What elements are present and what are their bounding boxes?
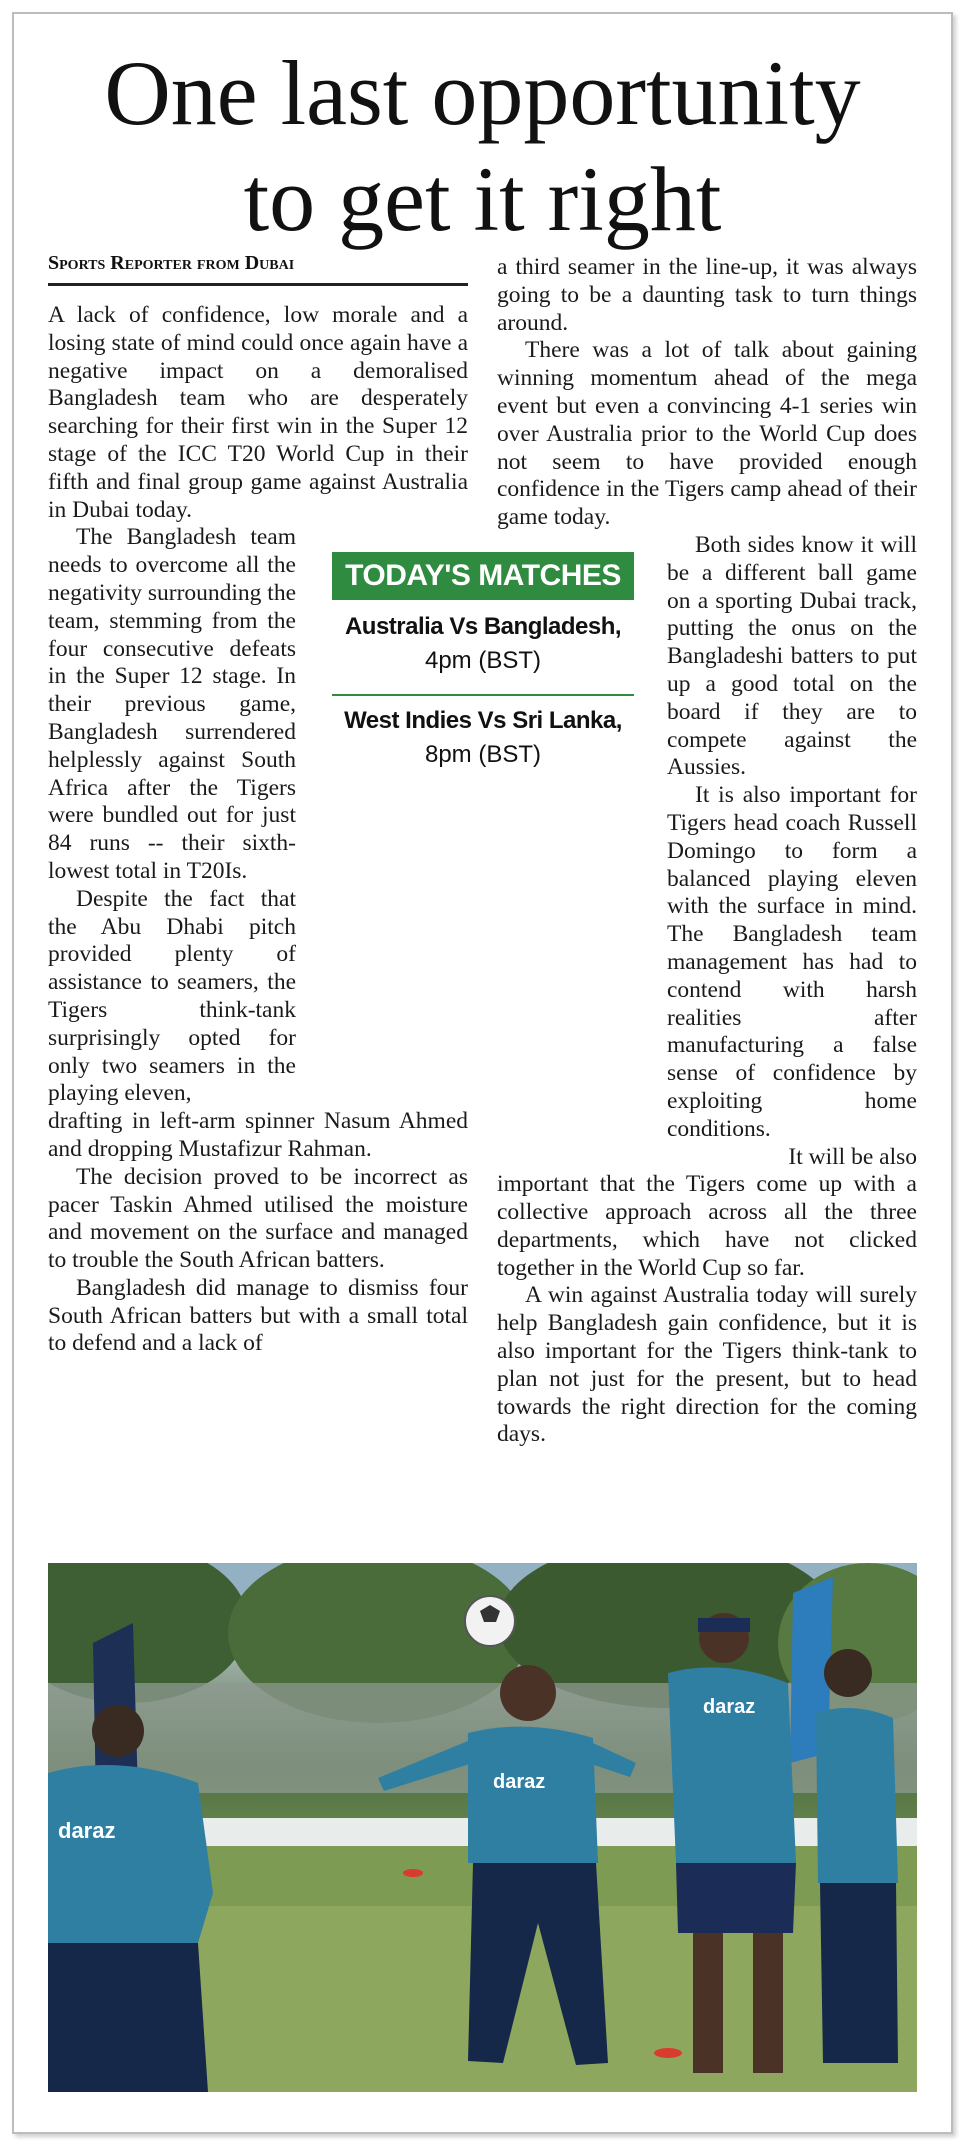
photo-illustration [48,1563,917,2092]
paragraph: Both sides know it will be a different ball game on a sporting Dubai track, putting the onus on the Bangladeshi batters to put up a good total on the board if they are to compete against the Aussies. [667,531,917,781]
jersey-logo-text: daraz [703,1696,756,1718]
jersey-logo-text: daraz [58,1818,116,1843]
paragraph: Bangladesh did manage to dismiss four South African batters but with a small total to defend and a lack of [48,1274,468,1357]
paragraph: Despite the fact that the Abu Dhabi pitch provided plenty of assistance to seamers, the Tigers think-tank surprisingly opted for only two seamers in the playing eleven, [48,885,296,1107]
todays-matches-title: TODAY'S MATCHES [332,552,634,600]
player-head [92,1705,144,1757]
match-divider [332,694,634,696]
player-jersey [816,1708,898,1883]
headline-line-1: One last opportunity [104,42,861,144]
player-head [500,1665,556,1721]
player-shorts [676,1863,796,1933]
article-column-2 [497,254,917,1449]
match-time: 8pm (BST) [424,741,541,768]
paragraph: important that the Tigers come up with a collective approach across all the three departments, which have not clicked together in the World Cup so far. [497,1171,917,1281]
player-jersey [468,1727,598,1863]
match-teams: West Indies Vs Sri Lanka, [344,707,622,734]
match-item [332,600,634,688]
jersey-logo-text: daraz [493,1771,546,1793]
match-teams: Australia Vs Bangladesh, [344,613,622,640]
paragraph: There was a lot of talk about gaining winning momentum ahead of the mega event but even a convincing 4-1 series win over Australia prior to the World Cup does not seem to have provided enough confidence in the Tigers camp ahead of their game today. [497,337,917,531]
training-cone [654,2048,682,2058]
paragraph: The Bangladesh team needs to overcome all the negativity surrounding the team, stemming from the four consecutive defeats in the Super 12 stage. In their previous game, Bangladesh surrendered helplessly against South Africa after the Tigers were bundled out for just 84 runs -- their sixth-lowest total in T20Is. [48,524,297,884]
headline [0,40,965,252]
player-trousers [820,1883,898,2063]
byline: Sports Reporter from Dubai [48,252,468,286]
training-cone [403,1869,423,1877]
player-jersey [48,1765,213,1943]
match-time: 4pm (BST) [424,647,541,674]
wrapped-text-block [667,532,917,1171]
team-training-photo [48,1563,917,2092]
paragraph: It is also important for Tigers head coach Russell Domingo to form a balanced playing eleven with the surface in mind. The Bangladesh team management has had to contend with harsh realities after manufacturing a false sense of confidence by exploiting home conditions. [667,782,917,1142]
paragraph: It will be also [788,1143,917,1170]
paragraph: drafting in left-arm spinner Nasum Ahmed and dropping Mustafizur Rahman. [48,1108,468,1162]
headline-line-2: to get it right [243,148,722,250]
paragraph: A win against Australia today will surely help Bangladesh gain confidence, but it is also important for the Tigers think-tank to plan not just for the present, but to head towards the right direction for the coming days. [497,1282,917,1448]
article-column-1 [48,302,468,1358]
paragraph: a third seamer in the line-up, it was always going to be a daunting task to turn things around. [497,254,917,336]
player-head [824,1649,872,1697]
todays-matches-box [332,552,634,782]
match-item [332,704,634,782]
tree [48,1563,248,1703]
paragraph: The decision proved to be incorrect as pacer Taskin Ahmed utilised the moisture and movement on the surface and managed to trouble the South African batters. [48,1163,468,1274]
wrapped-text-block [48,524,296,1108]
player-cap [698,1618,750,1632]
player-trousers [48,1943,208,2092]
paragraph: A lack of confidence, low morale and a losing state of mind could once again have a negative impact on a demoralised Bangladesh team who are desperately searching for their first win in the Super 12 stage of the ICC T20 World Cup in their fifth and final group game against Australia in Dubai today. [48,302,468,523]
